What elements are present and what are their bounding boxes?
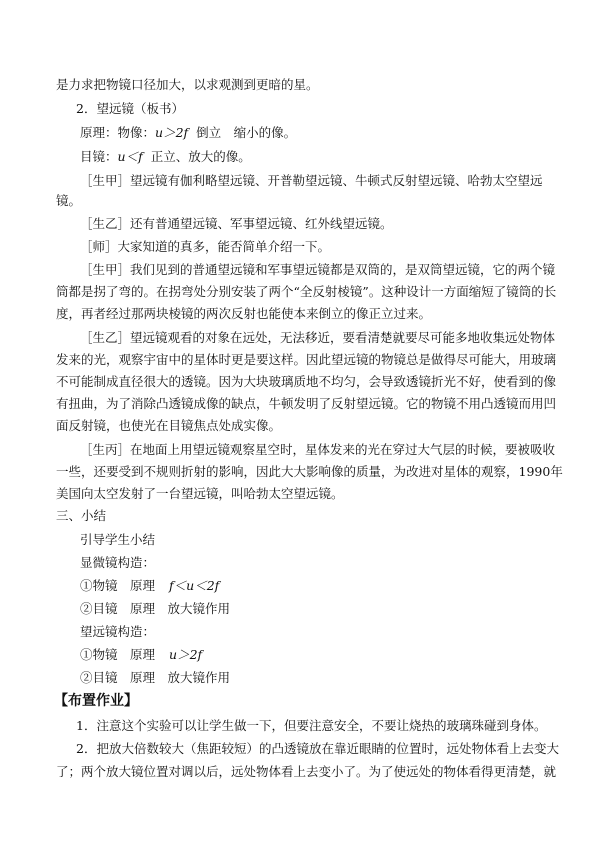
telescope-objective (80, 647, 540, 663)
text: 2．把放大倍数较大（焦距较短）的凸透镜放在靠近眼睛的位置时，远处物体看上去变大 (76, 741, 559, 756)
section-title-telescope (76, 101, 540, 117)
telescope-principle (80, 125, 540, 141)
text: 筒都是拐了弯的。在拐弯处分别安装了两个“全反射棱镜”。这种设计一方面缩短了镜筒的长 (56, 284, 557, 299)
paragraph-line (56, 284, 557, 300)
paragraph-line (80, 216, 540, 232)
summary-line (80, 532, 540, 548)
text: 美国向太空发射了一台望远镜，叫哈勃太空望远镜。 (56, 486, 344, 501)
text: 三、小结 (56, 508, 107, 523)
text: 【布置作业】 (54, 693, 138, 709)
homework-heading (54, 692, 138, 710)
text: ①物镜 原理 (80, 578, 156, 593)
paragraph-line (56, 396, 557, 412)
text: 目镜： (80, 149, 118, 164)
microscope-eyepiece (80, 601, 540, 617)
text: 2．望远镜（板书） (76, 101, 184, 116)
text: 发来的光，观察宇宙中的星体时更是要这样。因此望远镜的物镜总是做得尽可能大，用玻璃 (56, 352, 557, 367)
formula: u＞2f (155, 125, 189, 140)
text: 不可能制成直径很大的透镜。因为大块玻璃质地不均匀，会导致透镜折光不好，使看到的像 (56, 374, 557, 389)
paragraph-line (56, 306, 540, 322)
text: 镜。 (56, 193, 82, 208)
text: 引导学生小结 (80, 532, 156, 547)
homework-item-1 (76, 718, 547, 734)
microscope-structure (80, 555, 540, 571)
telescope-eyepiece-summary (80, 670, 540, 686)
homework-item-2 (76, 741, 559, 757)
paragraph-line (80, 330, 556, 346)
paragraph-line (80, 262, 556, 278)
formula: u＜f (117, 149, 143, 164)
text: ［生乙］望远镜观看的对象在远处，无法移近，要看清楚就要尽可能多地收集远处物体 (80, 330, 556, 345)
text: 望远镜构造： (80, 624, 156, 639)
paragraph-line (80, 442, 556, 458)
telescope-structure (80, 624, 540, 640)
text: ［生甲］望远镜有伽利略望远镜、开普勒望远镜、牛顿式反射望远镜、哈勃太空望远 (80, 173, 543, 188)
paragraph-line (56, 486, 540, 502)
paragraph-line (56, 464, 563, 480)
text: 原理：物像： (80, 125, 156, 140)
text: 度，再者经过那两块棱镜的两次反射也能使本来倒立的像正立过来。 (56, 306, 432, 321)
formula: f＜u＜2f (169, 578, 220, 593)
paragraph-line (56, 352, 557, 368)
text: 面反射镜，也使光在目镜焦点处成实像。 (56, 418, 282, 433)
paragraph-line (80, 239, 540, 255)
text: ②目镜 原理 放大镜作用 (80, 670, 231, 685)
text: ②目镜 原理 放大镜作用 (80, 601, 231, 616)
telescope-eyepiece (80, 149, 540, 165)
section-summary (56, 508, 540, 524)
text: ［生丙］在地面上用望远镜观察星空时，星体发来的光在穿过大气层的时候，要被吸收 (80, 442, 556, 457)
paragraph-line (56, 418, 540, 434)
paragraph-line (56, 77, 540, 93)
text: ［生乙］还有普通望远镜、军事望远镜、红外线望远镜。 (80, 216, 393, 231)
paragraph-line (56, 374, 557, 390)
text: 有扭曲，为了消除凸透镜成像的缺点，牛顿发明了反射望远镜。它的物镜不用凸透镜而用凹 (56, 396, 557, 411)
text: 倒立 缩小的像。 (196, 125, 297, 140)
paragraph-line (56, 193, 540, 209)
text: 1．注意这个实验可以让学生做一下，但要注意安全，不要让烧热的玻璃珠碰到身体。 (76, 718, 547, 733)
text: 了；两个放大镜位置对调以后，远处物体看上去变小了。为了使远处的物体看得更清楚，就 (56, 764, 557, 779)
text: ［师］大家知道的真多，能否简单介绍一下。 (80, 239, 331, 254)
microscope-objective (80, 578, 540, 594)
text: 正立、放大的像。 (150, 149, 251, 164)
paragraph-line (56, 764, 557, 780)
text: 是力求把物镜口径加大，以求观测到更暗的星。 (56, 77, 319, 92)
text: ［生甲］我们见到的普通望远镜和军事望远镜都是双筒的，是双筒望远镜，它的两个镜 (80, 262, 556, 277)
paragraph-line (80, 173, 543, 189)
text: 显微镜构造： (80, 555, 156, 570)
formula: u＞2f (169, 647, 203, 662)
text: ①物镜 原理 (80, 647, 156, 662)
text: 一些，还要受到不规则折射的影响，因此大大影响像的质量，为改进对星体的观察，1990年 (56, 464, 563, 479)
